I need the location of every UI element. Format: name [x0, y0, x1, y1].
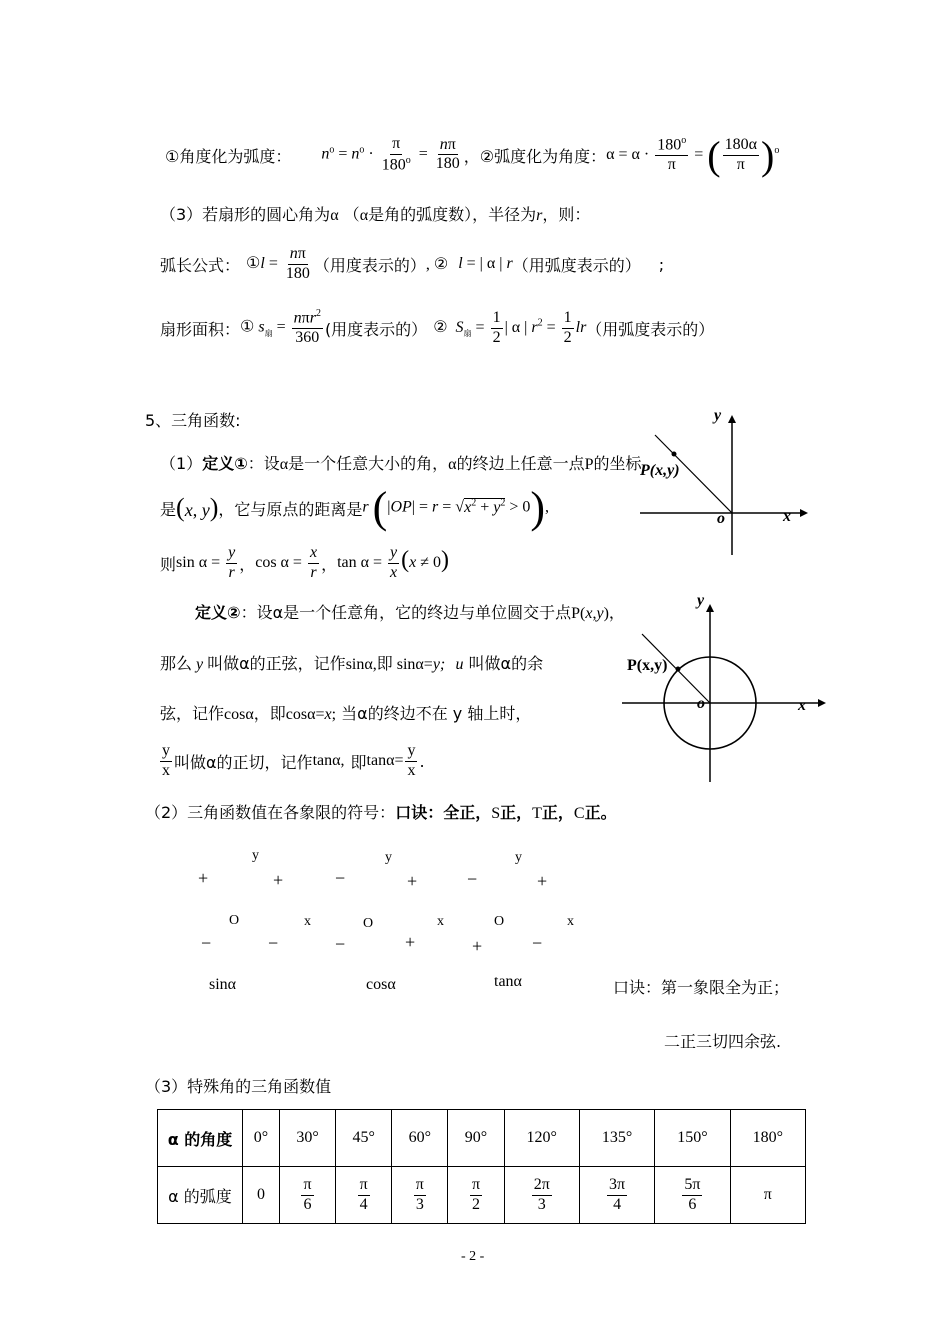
area-rad-formula: ② $S_扇$ = $\frac{1}{2}$ | α | $r^2$ = $\frac{1}{2}$ lr [433, 308, 587, 346]
row-label-radians: α 的弧度 [158, 1167, 243, 1224]
sin-o-label: O [229, 913, 240, 928]
graph2-x-label: x [798, 697, 806, 714]
signs-c: C [573, 805, 585, 822]
def1-text-b: 是一个任意大小的角， [288, 454, 449, 473]
cos-y-label: y [385, 850, 392, 865]
cos-q3-sign: − [335, 934, 346, 954]
cos-x-label: x [437, 914, 444, 929]
sin-label: sinα [209, 976, 237, 993]
def1-text-d: 的坐标 [593, 454, 642, 473]
sin-q3-sign: − [201, 933, 212, 953]
deg-cell: 60° [392, 1110, 448, 1167]
def2-l2b: 叫做α的正弦，记作 [207, 654, 346, 673]
sector-area-line [160, 300, 714, 356]
graph1-coordinate-axes [630, 405, 810, 565]
def1-prefix: （1） [160, 454, 203, 473]
sector-intro-post: 是角的弧度数），半径为 [368, 205, 537, 224]
graph2-p-label: P(x,y) [627, 657, 668, 674]
rad-cell: 0 [243, 1167, 280, 1224]
sin-q2-sign: + [198, 868, 209, 888]
deg-cell: 30° [279, 1110, 335, 1167]
area-deg-note: (用度表示的） [324, 319, 428, 339]
sin-y-label: y [252, 848, 259, 863]
deg-formula: $n^o = n^o$ · $\frac{\pi}{180^o}$ = $\frac{n\pi}{180}$ [321, 135, 460, 174]
table-row-radians [158, 1167, 806, 1224]
rad-cell: $\frac{\pi}{3}$ [392, 1167, 448, 1224]
graph1-x-label: x [783, 508, 791, 525]
rad-cell: $\frac{\pi}{6}$ [279, 1167, 335, 1224]
cos-q4-sign: + [405, 932, 416, 952]
sector-intro: （3）若扇形的圆心角为α （α是角的弧度数），半径为r，则： [160, 205, 591, 224]
tan-def: tan α = $\frac{y}{x}$ (x ≠ 0) [337, 543, 450, 581]
signs-s: S [491, 805, 501, 822]
sin-x-label: x [304, 914, 311, 929]
def1-line2: 是 (x, y) ，它与原点的距离是 r $(|OP| = r = √x^2 + y^2 > 0)$, [160, 483, 550, 532]
mnemonic-line1: 口诀：第一象限全为正； [613, 978, 790, 997]
def2-line1: 定义②：设α是一个任意角，它的终边与单位圆交于点P(x,y)， [195, 603, 625, 622]
graph1-o-label: o [717, 510, 725, 527]
deg-cell: 135° [579, 1110, 654, 1167]
arc-deg-note: （用度表示的） [313, 257, 426, 275]
sin-q4-sign: − [268, 933, 279, 953]
line2-a: 是 [160, 499, 177, 519]
sin-q1-sign: + [273, 870, 284, 890]
arc-rad-formula: l = | α | r [458, 255, 513, 272]
arc-label: 弧长公式： [160, 255, 241, 275]
deg-cell: 120° [504, 1110, 579, 1167]
sector-intro-mid: （ [343, 205, 360, 224]
def2-l2c: sinα,即 sinα= [345, 656, 433, 673]
arc-rad-note: （用弧度表示的） [512, 257, 641, 275]
area-deg-formula: ① $s_扇$ = $\frac{n\pi r^2}{360}$ [240, 308, 321, 347]
signs-heading-a: （2）三角函数值在各象限的符号： [145, 803, 396, 822]
rad-to-deg-label: ，②弧度化为角度： [463, 146, 607, 166]
def2-l3a: 弦，记作 [160, 704, 225, 723]
trig-heading: 5、三角函数: [145, 411, 241, 430]
cos-q1-sign: + [407, 871, 418, 891]
line3-prefix: 则 [160, 554, 177, 574]
signs-zheng-1: 正， [500, 803, 533, 822]
deg-to-rad-label: ①角度化为弧度： [165, 146, 292, 166]
special-heading: （3）特殊角的三角函数值 [145, 1077, 332, 1096]
def2-title: 定义② [195, 603, 241, 622]
rad-cell: π [730, 1167, 805, 1224]
def1-text-c: 的终边上任意一点 [456, 454, 585, 473]
sin-def: sin α = $\frac{y}{r}$ [176, 543, 236, 581]
graph2-unit-circle [620, 598, 830, 786]
signs-heading-b: 口诀：全正， [395, 803, 492, 822]
deg-cell: 180° [730, 1110, 805, 1167]
rad-cell: $\frac{3\pi}{4}$ [579, 1167, 654, 1224]
def2-l2a: 那么 [160, 654, 193, 673]
area-rad-note: （用弧度表示的） [586, 319, 715, 339]
deg-cell: 0° [243, 1110, 280, 1167]
tan-x-label: x [567, 914, 574, 929]
cos-def: cos α = $\frac{x}{r}$ [255, 543, 318, 581]
graph2-y-label: y [697, 592, 705, 609]
tan-y-label: y [515, 850, 522, 865]
def1-title: 定义① [202, 454, 248, 473]
rad-cell: $\frac{2\pi}{3}$ [504, 1167, 579, 1224]
tan-label: tanα [494, 973, 522, 990]
arc-deg-formula: ①l = $\frac{n\pi}{180}$ [246, 244, 310, 282]
tan-q3-sign: + [472, 936, 483, 956]
conversion-line [165, 120, 779, 190]
special-angles-table [157, 1109, 806, 1224]
page-number: - 2 - [461, 1249, 485, 1264]
def2-l2d: 叫做α的余 [468, 654, 544, 673]
mnemonic-line2: 二正三切四余弦. [664, 1032, 782, 1051]
graph1-p-label: P(x,y) [640, 462, 680, 479]
def2-l4a: 叫做α的正切，记作 [174, 752, 313, 772]
tan-o-label: O [494, 914, 505, 929]
rad-cell: $\frac{\pi}{4}$ [336, 1167, 392, 1224]
table-row-degrees [158, 1110, 806, 1167]
graph1-y-label: y [714, 407, 722, 424]
def2-text: ：设α是一个任意角，它的终边与单位圆交于点 [240, 603, 572, 622]
def1-line: （1）定义①：设α是一个任意大小的角，α的终边上任意一点P的坐标 [160, 454, 642, 473]
cos-q2-sign: − [335, 868, 346, 888]
def2-line4: $\frac{y}{x}$ 叫做α的正切，记作 tanα, 即 tanα= $\frac{y}{x}$ . [162, 741, 425, 779]
deg-cell: 45° [336, 1110, 392, 1167]
arc-length-line: 弧长公式： ①l = $\frac{n\pi}{180}$ （用度表示的） , ② l = | α | r （用弧度表示的） ; [160, 244, 665, 282]
def2-l4b: 即 [350, 752, 367, 772]
row-label-degrees: α 的角度 [158, 1110, 243, 1167]
tan-q1-sign: + [537, 871, 548, 891]
def2-line2: 那么 y 叫做α的正弦，记作sinα,即 sinα=y; u 叫做α的余 [160, 654, 544, 673]
signs-zheng-3: 正。 [584, 803, 617, 822]
deg-cell: 90° [448, 1110, 504, 1167]
rad-cell: $\frac{\pi}{2}$ [448, 1167, 504, 1224]
signs-zheng-2: 正， [541, 803, 574, 822]
rad-formula: α = α · $\frac{180^o}{\pi}$ = ( $\frac{180\alpha}{\pi}$ )$^o$ [606, 132, 780, 178]
rad-cell: $\frac{5\pi}{6}$ [655, 1167, 730, 1224]
def2-l3b: ，即 [253, 704, 286, 723]
graph2-o-label: o [697, 695, 705, 712]
cos-o-label: O [363, 916, 374, 931]
sector-intro-end: ，则： [542, 205, 591, 224]
def2-l3c: 当α的终边不在 y 轴上时， [341, 704, 532, 723]
def2-line3: 弦，记作cosα，即cosα=x; 当α的终边不在 y 轴上时， [160, 704, 532, 723]
signs-t: T [532, 805, 542, 822]
deg-cell: 150° [655, 1110, 730, 1167]
tan-q4-sign: − [532, 933, 543, 953]
signs-heading [145, 800, 617, 823]
sector-intro-pre: （3）若扇形的圆心角为 [160, 205, 331, 224]
area-label: 扇形面积： [160, 319, 241, 339]
distance-formula: r $(|OP| = r = √x^2 + y^2 > 0)$, [362, 483, 550, 532]
def1-line3: 则 sin α = $\frac{y}{r}$ ， cos α = $\frac{x}{r}$ ， tan α = $\frac{y}{x}$ (x ≠ 0) [160, 543, 450, 581]
line2-b: ，它与原点的距离是 [218, 499, 363, 519]
cos-label: cosα [366, 976, 396, 993]
def1-text-a: ：设 [247, 454, 280, 473]
tan-q2-sign: − [467, 869, 478, 889]
